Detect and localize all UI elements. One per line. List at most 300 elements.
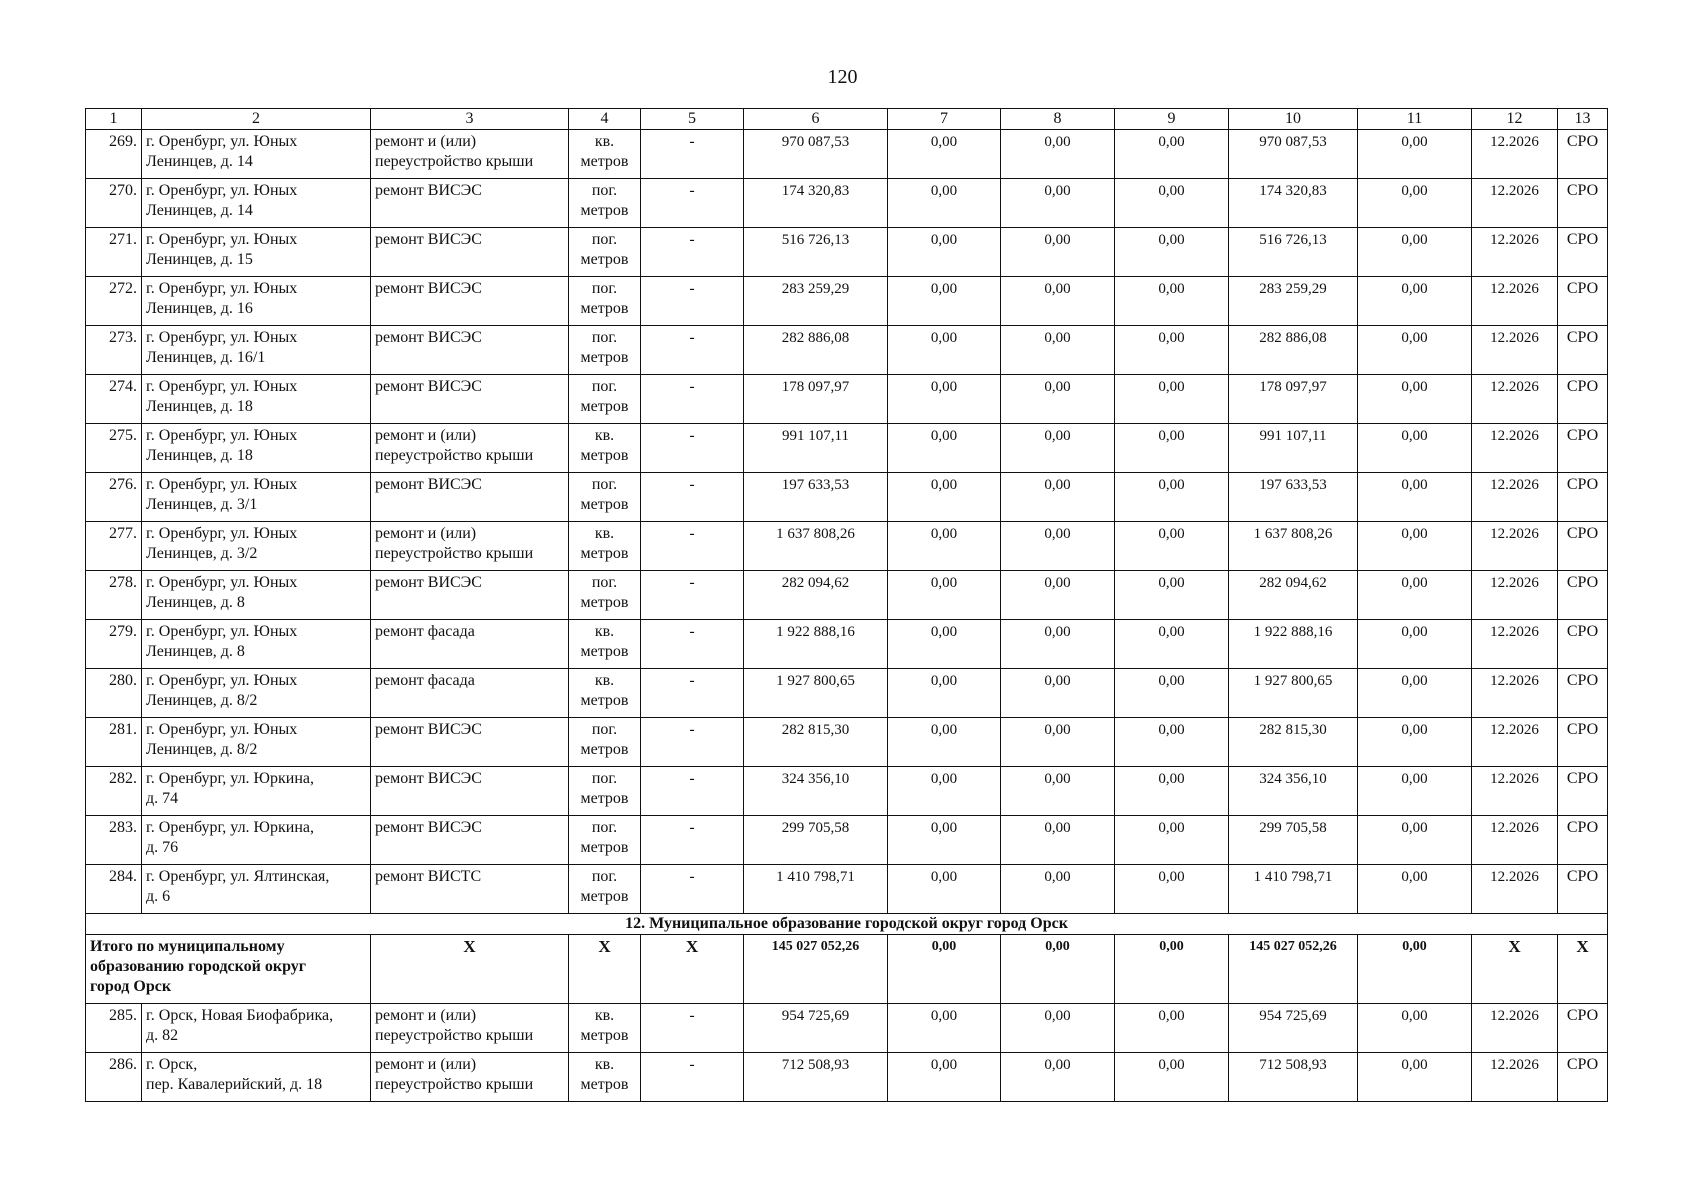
col-header-10: 10 bbox=[1229, 109, 1358, 130]
table-row bbox=[86, 571, 1608, 620]
deadline-cell: 12.2026 bbox=[1472, 473, 1558, 522]
work-type-cell bbox=[371, 473, 569, 522]
col8-cell: 0,00 bbox=[1001, 522, 1115, 571]
address-cell bbox=[142, 130, 371, 179]
method-cell: СРО bbox=[1558, 718, 1608, 767]
address-line-1: г. Оренбург, ул. Юных bbox=[146, 525, 298, 542]
total-cost-cell: 1 927 800,65 bbox=[744, 669, 888, 718]
address-cell bbox=[142, 375, 371, 424]
unit-line-2: метров bbox=[580, 398, 629, 415]
unit-line-1: пог. bbox=[591, 231, 618, 248]
address-line-2: Ленинцев, д. 8/2 bbox=[146, 741, 258, 758]
work-type-line-1: ремонт ВИСЭС bbox=[375, 231, 482, 248]
col10-cell: 954 725,69 bbox=[1229, 1004, 1358, 1053]
col11-cell: 0,00 bbox=[1358, 424, 1472, 473]
work-type-cell bbox=[371, 767, 569, 816]
deadline-cell: 12.2026 bbox=[1472, 718, 1558, 767]
deadline-cell: 12.2026 bbox=[1472, 669, 1558, 718]
method-cell: СРО bbox=[1558, 865, 1608, 914]
row-number: 282. bbox=[86, 767, 142, 816]
address-line-1: г. Оренбург, ул. Юных bbox=[146, 476, 298, 493]
col-header-8: 8 bbox=[1001, 109, 1115, 130]
unit-cell bbox=[569, 130, 641, 179]
address-cell bbox=[142, 277, 371, 326]
work-type-line-1: ремонт ВИСЭС bbox=[375, 770, 482, 787]
work-type-cell bbox=[371, 522, 569, 571]
unit-line-2: метров bbox=[580, 839, 629, 856]
total-cost-cell: 1 637 808,26 bbox=[744, 522, 888, 571]
address-cell bbox=[142, 473, 371, 522]
unit-line-2: метров bbox=[580, 1027, 629, 1044]
col5-cell: - bbox=[641, 130, 744, 179]
address-cell bbox=[142, 816, 371, 865]
col10-cell: 516 726,13 bbox=[1229, 228, 1358, 277]
col10-cell: 282 815,30 bbox=[1229, 718, 1358, 767]
work-type-line-1: ремонт и (или) bbox=[375, 1007, 477, 1024]
address-cell bbox=[142, 228, 371, 277]
col7-cell: 0,00 bbox=[888, 522, 1001, 571]
work-type-cell bbox=[371, 865, 569, 914]
row-number: 277. bbox=[86, 522, 142, 571]
col9-cell: 0,00 bbox=[1115, 767, 1229, 816]
address-line-2: Ленинцев, д. 16 bbox=[146, 300, 253, 317]
unit-cell bbox=[569, 179, 641, 228]
col11-cell: 0,00 bbox=[1358, 375, 1472, 424]
work-type-line-1: ремонт ВИСЭС bbox=[375, 280, 482, 297]
col-header-13: 13 bbox=[1558, 109, 1608, 130]
work-type-line-1: ремонт ВИСЭС bbox=[375, 476, 482, 493]
address-line-2: Ленинцев, д. 14 bbox=[146, 202, 253, 219]
unit-line-1: пог. bbox=[591, 721, 618, 738]
work-type-line-1: ремонт фасада bbox=[375, 672, 475, 689]
total-col13: Х bbox=[1558, 935, 1608, 1004]
address-line-1: г. Оренбург, ул. Юных bbox=[146, 574, 298, 591]
row-number: 270. bbox=[86, 179, 142, 228]
total-cost-cell: 712 508,93 bbox=[744, 1053, 888, 1102]
work-type-line-2: переустройство крыши bbox=[375, 447, 534, 464]
page-number: 120 bbox=[827, 66, 858, 88]
col7-cell: 0,00 bbox=[888, 571, 1001, 620]
col7-cell: 0,00 bbox=[888, 865, 1001, 914]
work-type-cell bbox=[371, 1053, 569, 1102]
unit-cell bbox=[569, 326, 641, 375]
address-line-1: г. Оренбург, ул. Юных bbox=[146, 329, 298, 346]
unit-cell bbox=[569, 669, 641, 718]
deadline-cell: 12.2026 bbox=[1472, 767, 1558, 816]
column-number-row bbox=[86, 109, 1608, 130]
unit-line-1: пог. bbox=[591, 868, 618, 885]
row-number: 276. bbox=[86, 473, 142, 522]
address-cell bbox=[142, 1004, 371, 1053]
col9-cell: 0,00 bbox=[1115, 424, 1229, 473]
unit-line-1: пог. bbox=[591, 280, 618, 297]
work-type-line-1: ремонт и (или) bbox=[375, 1056, 477, 1073]
total-cost-cell: 954 725,69 bbox=[744, 1004, 888, 1053]
col8-cell: 0,00 bbox=[1001, 718, 1115, 767]
total-col6: 145 027 052,26 bbox=[744, 935, 888, 1004]
col-header-7: 7 bbox=[888, 109, 1001, 130]
table-body bbox=[86, 109, 1608, 1102]
unit-line-2: метров bbox=[580, 692, 629, 709]
address-line-1: г. Оренбург, ул. Юных bbox=[146, 623, 298, 640]
unit-line-2: метров bbox=[580, 349, 629, 366]
row-number: 269. bbox=[86, 130, 142, 179]
col7-cell: 0,00 bbox=[888, 620, 1001, 669]
col-header-1: 1 bbox=[86, 109, 142, 130]
address-line-2: Ленинцев, д. 14 bbox=[146, 153, 253, 170]
unit-line-1: кв. bbox=[594, 1056, 615, 1073]
table-row bbox=[86, 816, 1608, 865]
total-row bbox=[86, 935, 1608, 1004]
address-line-2: Ленинцев, д. 15 bbox=[146, 251, 253, 268]
col5-cell: - bbox=[641, 767, 744, 816]
col11-cell: 0,00 bbox=[1358, 473, 1472, 522]
address-cell bbox=[142, 620, 371, 669]
work-type-line-2: переустройство крыши bbox=[375, 1027, 534, 1044]
unit-line-2: метров bbox=[580, 202, 629, 219]
col10-cell: 282 094,62 bbox=[1229, 571, 1358, 620]
col10-cell: 283 259,29 bbox=[1229, 277, 1358, 326]
col8-cell: 0,00 bbox=[1001, 767, 1115, 816]
total-cost-cell: 174 320,83 bbox=[744, 179, 888, 228]
table-row bbox=[86, 375, 1608, 424]
col9-cell: 0,00 bbox=[1115, 1004, 1229, 1053]
address-line-2: Ленинцев, д. 16/1 bbox=[146, 349, 266, 366]
col7-cell: 0,00 bbox=[888, 767, 1001, 816]
total-cost-cell: 1 410 798,71 bbox=[744, 865, 888, 914]
col9-cell: 0,00 bbox=[1115, 375, 1229, 424]
deadline-cell: 12.2026 bbox=[1472, 1053, 1558, 1102]
col10-cell: 324 356,10 bbox=[1229, 767, 1358, 816]
total-cost-cell: 324 356,10 bbox=[744, 767, 888, 816]
col7-cell: 0,00 bbox=[888, 473, 1001, 522]
col5-cell: - bbox=[641, 816, 744, 865]
work-type-line-2: переустройство крыши bbox=[375, 545, 534, 562]
table-row bbox=[86, 767, 1608, 816]
work-type-cell bbox=[371, 424, 569, 473]
col-header-6: 6 bbox=[744, 109, 888, 130]
deadline-cell: 12.2026 bbox=[1472, 179, 1558, 228]
work-type-cell bbox=[371, 326, 569, 375]
col-header-12: 12 bbox=[1472, 109, 1558, 130]
unit-line-1: пог. bbox=[591, 329, 618, 346]
address-line-2: Ленинцев, д. 18 bbox=[146, 398, 253, 415]
col8-cell: 0,00 bbox=[1001, 277, 1115, 326]
address-line-2: д. 6 bbox=[146, 888, 171, 905]
unit-line-1: пог. bbox=[591, 770, 618, 787]
total-cost-cell: 299 705,58 bbox=[744, 816, 888, 865]
total-label-line-1: Итого по муниципальному bbox=[90, 938, 285, 955]
total-cost-cell: 970 087,53 bbox=[744, 130, 888, 179]
row-number: 281. bbox=[86, 718, 142, 767]
col7-cell: 0,00 bbox=[888, 179, 1001, 228]
address-cell bbox=[142, 522, 371, 571]
address-cell bbox=[142, 1053, 371, 1102]
col9-cell: 0,00 bbox=[1115, 865, 1229, 914]
address-line-2: Ленинцев, д. 18 bbox=[146, 447, 253, 464]
total-cost-cell: 283 259,29 bbox=[744, 277, 888, 326]
address-line-2: Ленинцев, д. 8/2 bbox=[146, 692, 258, 709]
unit-line-2: метров bbox=[580, 790, 629, 807]
unit-cell bbox=[569, 424, 641, 473]
col9-cell: 0,00 bbox=[1115, 718, 1229, 767]
unit-cell bbox=[569, 1053, 641, 1102]
unit-cell bbox=[569, 375, 641, 424]
table-row bbox=[86, 179, 1608, 228]
col11-cell: 0,00 bbox=[1358, 1004, 1472, 1053]
col11-cell: 0,00 bbox=[1358, 718, 1472, 767]
col7-cell: 0,00 bbox=[888, 375, 1001, 424]
unit-line-2: метров bbox=[580, 153, 629, 170]
row-number: 275. bbox=[86, 424, 142, 473]
col10-cell: 1 410 798,71 bbox=[1229, 865, 1358, 914]
deadline-cell: 12.2026 bbox=[1472, 228, 1558, 277]
unit-line-2: метров bbox=[580, 594, 629, 611]
address-line-1: г. Оренбург, ул. Юных bbox=[146, 672, 298, 689]
col5-cell: - bbox=[641, 718, 744, 767]
unit-line-2: метров bbox=[580, 251, 629, 268]
work-type-line-1: ремонт ВИСЭС bbox=[375, 574, 482, 591]
col5-cell: - bbox=[641, 375, 744, 424]
col9-cell: 0,00 bbox=[1115, 571, 1229, 620]
total-cost-cell: 1 922 888,16 bbox=[744, 620, 888, 669]
row-number: 278. bbox=[86, 571, 142, 620]
address-line-2: д. 76 bbox=[146, 839, 179, 856]
method-cell: СРО bbox=[1558, 1053, 1608, 1102]
method-cell: СРО bbox=[1558, 375, 1608, 424]
work-type-cell bbox=[371, 228, 569, 277]
total-cost-cell: 991 107,11 bbox=[744, 424, 888, 473]
work-type-line-2: переустройство крыши bbox=[375, 1076, 534, 1093]
unit-line-1: кв. bbox=[594, 427, 615, 444]
table-row bbox=[86, 228, 1608, 277]
col5-cell: - bbox=[641, 669, 744, 718]
method-cell: СРО bbox=[1558, 179, 1608, 228]
total-col9: 0,00 bbox=[1115, 935, 1229, 1004]
col8-cell: 0,00 bbox=[1001, 326, 1115, 375]
total-label-line-3: город Орск bbox=[90, 978, 172, 995]
deadline-cell: 12.2026 bbox=[1472, 130, 1558, 179]
method-cell: СРО bbox=[1558, 816, 1608, 865]
work-type-line-1: ремонт ВИСЭС bbox=[375, 329, 482, 346]
table-row bbox=[86, 424, 1608, 473]
col9-cell: 0,00 bbox=[1115, 326, 1229, 375]
address-line-1: г. Оренбург, ул. Юных bbox=[146, 182, 298, 199]
row-number: 273. bbox=[86, 326, 142, 375]
address-line-2: Ленинцев, д. 8 bbox=[146, 594, 245, 611]
unit-line-2: метров bbox=[580, 496, 629, 513]
total-col4: Х bbox=[569, 935, 641, 1004]
col10-cell: 712 508,93 bbox=[1229, 1053, 1358, 1102]
work-type-cell bbox=[371, 816, 569, 865]
unit-line-1: пог. bbox=[591, 819, 618, 836]
row-number: 283. bbox=[86, 816, 142, 865]
total-col8: 0,00 bbox=[1001, 935, 1115, 1004]
unit-cell bbox=[569, 571, 641, 620]
row-number: 284. bbox=[86, 865, 142, 914]
col8-cell: 0,00 bbox=[1001, 1053, 1115, 1102]
row-number: 274. bbox=[86, 375, 142, 424]
col5-cell: - bbox=[641, 473, 744, 522]
col11-cell: 0,00 bbox=[1358, 522, 1472, 571]
total-label-line-2: образованию городской округ bbox=[90, 958, 307, 975]
col-header-11: 11 bbox=[1358, 109, 1472, 130]
row-number: 271. bbox=[86, 228, 142, 277]
col-header-9: 9 bbox=[1115, 109, 1229, 130]
deadline-cell: 12.2026 bbox=[1472, 865, 1558, 914]
table-row bbox=[86, 669, 1608, 718]
unit-line-1: кв. bbox=[594, 623, 615, 640]
address-line-1: г. Оренбург, ул. Юных bbox=[146, 427, 298, 444]
col5-cell: - bbox=[641, 1004, 744, 1053]
col9-cell: 0,00 bbox=[1115, 1053, 1229, 1102]
total-cost-cell: 197 633,53 bbox=[744, 473, 888, 522]
work-type-cell bbox=[371, 571, 569, 620]
col9-cell: 0,00 bbox=[1115, 277, 1229, 326]
method-cell: СРО bbox=[1558, 767, 1608, 816]
address-line-1: г. Оренбург, ул. Юркина, bbox=[146, 770, 314, 787]
total-cost-cell: 282 886,08 bbox=[744, 326, 888, 375]
unit-cell bbox=[569, 522, 641, 571]
address-cell bbox=[142, 326, 371, 375]
col11-cell: 0,00 bbox=[1358, 865, 1472, 914]
col10-cell: 299 705,58 bbox=[1229, 816, 1358, 865]
unit-line-2: метров bbox=[580, 300, 629, 317]
work-type-cell bbox=[371, 375, 569, 424]
capital-repair-table bbox=[85, 108, 1608, 1102]
col5-cell: - bbox=[641, 424, 744, 473]
col11-cell: 0,00 bbox=[1358, 228, 1472, 277]
total-cost-cell: 516 726,13 bbox=[744, 228, 888, 277]
address-line-1: г. Орск, bbox=[146, 1056, 198, 1073]
work-type-line-1: ремонт и (или) bbox=[375, 133, 477, 150]
deadline-cell: 12.2026 bbox=[1472, 326, 1558, 375]
method-cell: СРО bbox=[1558, 424, 1608, 473]
table-row bbox=[86, 522, 1608, 571]
unit-cell bbox=[569, 620, 641, 669]
unit-cell bbox=[569, 1004, 641, 1053]
address-cell bbox=[142, 865, 371, 914]
work-type-line-1: ремонт ВИСЭС bbox=[375, 378, 482, 395]
address-line-1: г. Оренбург, ул. Юных bbox=[146, 280, 298, 297]
deadline-cell: 12.2026 bbox=[1472, 620, 1558, 669]
col10-cell: 1 927 800,65 bbox=[1229, 669, 1358, 718]
work-type-line-1: ремонт и (или) bbox=[375, 427, 477, 444]
unit-cell bbox=[569, 865, 641, 914]
col7-cell: 0,00 bbox=[888, 669, 1001, 718]
address-line-2: пер. Кавалерийский, д. 18 bbox=[146, 1076, 323, 1093]
method-cell: СРО bbox=[1558, 522, 1608, 571]
address-cell bbox=[142, 424, 371, 473]
unit-line-2: метров bbox=[580, 1076, 629, 1093]
col11-cell: 0,00 bbox=[1358, 326, 1472, 375]
col10-cell: 970 087,53 bbox=[1229, 130, 1358, 179]
unit-cell bbox=[569, 767, 641, 816]
unit-cell bbox=[569, 816, 641, 865]
col8-cell: 0,00 bbox=[1001, 130, 1115, 179]
work-type-cell bbox=[371, 669, 569, 718]
col8-cell: 0,00 bbox=[1001, 228, 1115, 277]
total-col12: Х bbox=[1472, 935, 1558, 1004]
col5-cell: - bbox=[641, 179, 744, 228]
col8-cell: 0,00 bbox=[1001, 865, 1115, 914]
method-cell: СРО bbox=[1558, 571, 1608, 620]
work-type-cell bbox=[371, 130, 569, 179]
unit-line-1: кв. bbox=[594, 525, 615, 542]
deadline-cell: 12.2026 bbox=[1472, 571, 1558, 620]
address-cell bbox=[142, 718, 371, 767]
unit-cell bbox=[569, 718, 641, 767]
address-cell bbox=[142, 767, 371, 816]
col5-cell: - bbox=[641, 1053, 744, 1102]
col11-cell: 0,00 bbox=[1358, 130, 1472, 179]
col10-cell: 282 886,08 bbox=[1229, 326, 1358, 375]
col9-cell: 0,00 bbox=[1115, 228, 1229, 277]
unit-cell bbox=[569, 473, 641, 522]
address-line-2: Ленинцев, д. 3/2 bbox=[146, 545, 258, 562]
total-cost-cell: 178 097,97 bbox=[744, 375, 888, 424]
total-cost-cell: 282 094,62 bbox=[744, 571, 888, 620]
address-cell bbox=[142, 669, 371, 718]
col5-cell: - bbox=[641, 228, 744, 277]
col11-cell: 0,00 bbox=[1358, 1053, 1472, 1102]
col5-cell: - bbox=[641, 865, 744, 914]
col10-cell: 991 107,11 bbox=[1229, 424, 1358, 473]
col9-cell: 0,00 bbox=[1115, 816, 1229, 865]
unit-line-2: метров bbox=[580, 888, 629, 905]
col10-cell: 178 097,97 bbox=[1229, 375, 1358, 424]
address-cell bbox=[142, 571, 371, 620]
col9-cell: 0,00 bbox=[1115, 620, 1229, 669]
col8-cell: 0,00 bbox=[1001, 620, 1115, 669]
table-row bbox=[86, 326, 1608, 375]
total-col7: 0,00 bbox=[888, 935, 1001, 1004]
unit-line-1: пог. bbox=[591, 378, 618, 395]
address-line-1: г. Орск, Новая Биофабрика, bbox=[146, 1007, 334, 1024]
col-header-4: 4 bbox=[569, 109, 641, 130]
row-number: 285. bbox=[86, 1004, 142, 1053]
table-row bbox=[86, 620, 1608, 669]
col8-cell: 0,00 bbox=[1001, 571, 1115, 620]
total-cost-cell: 282 815,30 bbox=[744, 718, 888, 767]
work-type-line-1: ремонт ВИСЭС bbox=[375, 819, 482, 836]
col7-cell: 0,00 bbox=[888, 130, 1001, 179]
col9-cell: 0,00 bbox=[1115, 522, 1229, 571]
col-header-5: 5 bbox=[641, 109, 744, 130]
col5-cell: - bbox=[641, 522, 744, 571]
work-type-cell bbox=[371, 179, 569, 228]
address-line-1: г. Оренбург, ул. Ялтинская, bbox=[146, 868, 330, 885]
method-cell: СРО bbox=[1558, 1004, 1608, 1053]
col8-cell: 0,00 bbox=[1001, 424, 1115, 473]
section-row bbox=[86, 914, 1608, 935]
table-row bbox=[86, 277, 1608, 326]
work-type-cell bbox=[371, 620, 569, 669]
work-type-line-1: ремонт ВИСЭС bbox=[375, 182, 482, 199]
col9-cell: 0,00 bbox=[1115, 179, 1229, 228]
col5-cell: - bbox=[641, 326, 744, 375]
col7-cell: 0,00 bbox=[888, 424, 1001, 473]
col11-cell: 0,00 bbox=[1358, 571, 1472, 620]
method-cell: СРО bbox=[1558, 620, 1608, 669]
deadline-cell: 12.2026 bbox=[1472, 522, 1558, 571]
col8-cell: 0,00 bbox=[1001, 375, 1115, 424]
deadline-cell: 12.2026 bbox=[1472, 424, 1558, 473]
col7-cell: 0,00 bbox=[888, 228, 1001, 277]
col5-cell: - bbox=[641, 620, 744, 669]
col11-cell: 0,00 bbox=[1358, 620, 1472, 669]
col8-cell: 0,00 bbox=[1001, 1004, 1115, 1053]
